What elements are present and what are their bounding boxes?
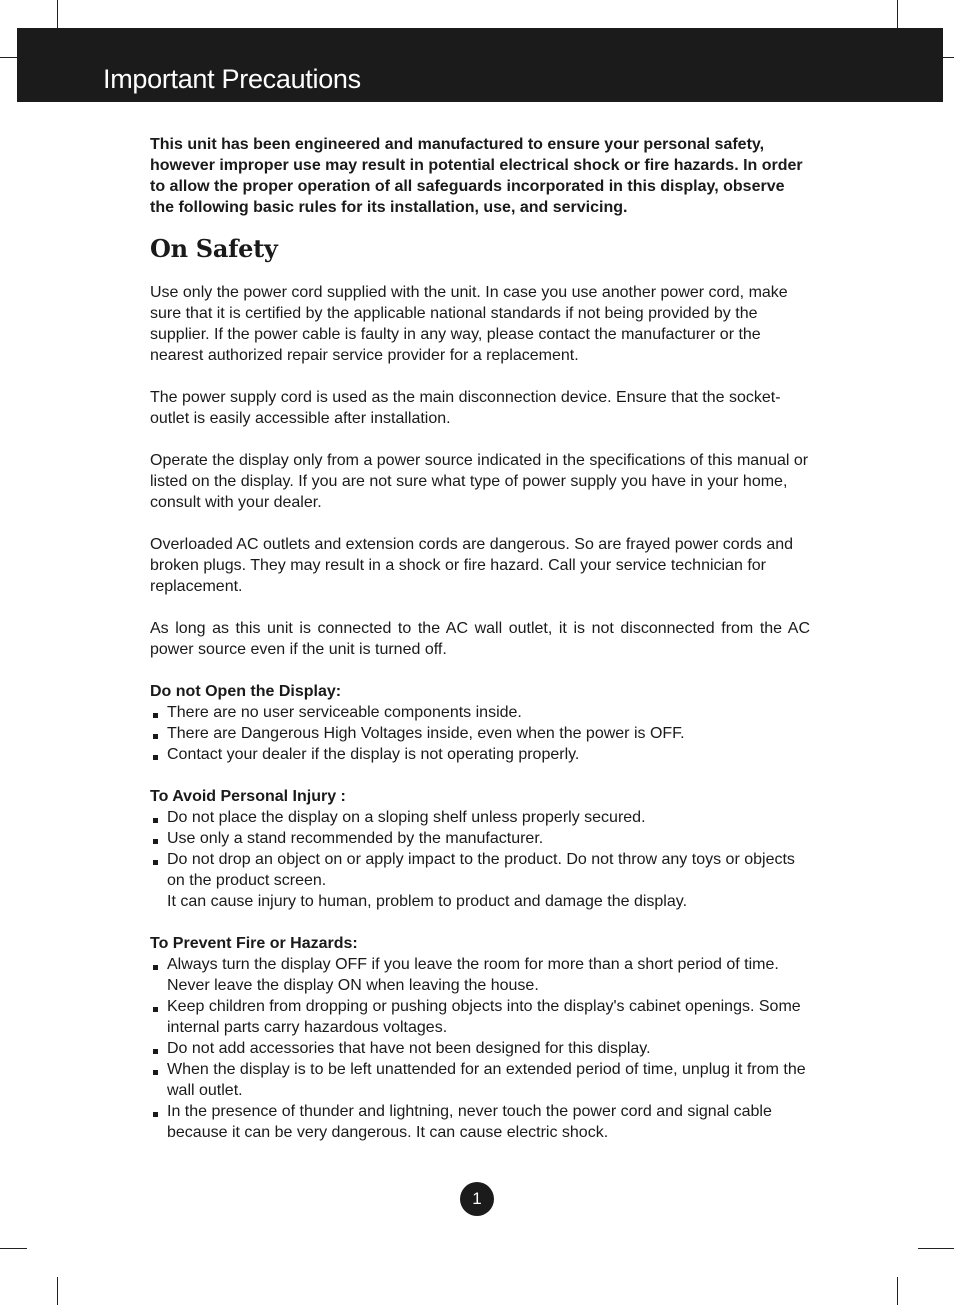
bullet-list <box>150 954 810 1143</box>
crop-mark <box>0 1248 27 1249</box>
crop-mark <box>57 1277 58 1305</box>
page-content <box>150 134 810 1164</box>
crop-mark <box>897 0 898 28</box>
list-item: There are Dangerous High Voltages inside, even when the power is OFF. <box>150 723 810 744</box>
bullet-list <box>150 702 810 765</box>
list-item: Always turn the display OFF if you leave the room for more than a short period of time. Never leave the display ON when leaving the house. <box>150 954 810 996</box>
list-heading: Do not Open the Display: <box>150 683 342 700</box>
safety-paragraph: Operate the display only from a power source indicated in the specifications of this manual or listed on the display. If you are not sure what type of power supply you have in your home, consult with your dealer. <box>150 452 809 511</box>
safety-paragraph: As long as this unit is connected to the AC wall outlet, it is not disconnected from the AC power source even if the unit is turned off. <box>150 620 810 658</box>
list-item: Do not add accessories that have not been designed for this display. <box>150 1038 810 1059</box>
list-item: When the display is to be left unattended for an extended period of time, unplug it from the wall outlet. <box>150 1059 810 1101</box>
list-item: Use only a stand recommended by the manufacturer. <box>150 828 810 849</box>
intro-paragraph: This unit has been engineered and manufactured to ensure your personal safety, however improper use may result in potential electrical shock or fire hazards. In order to allow the proper operation of all safeguards incorporated in this display, observe the following basic rules for its installation, use, and servicing. <box>150 136 803 216</box>
list-item: There are no user serviceable components inside. <box>150 702 810 723</box>
crop-mark <box>57 0 58 28</box>
list-item: Do not drop an object on or apply impact to the product. Do not throw any toys or objects on the product screen. It can cause injury to human, problem to product and damage the display. <box>150 849 810 912</box>
crop-mark <box>943 57 954 58</box>
page-title: Important Precautions <box>103 64 361 94</box>
crop-mark <box>897 1277 898 1305</box>
list-item: Contact your dealer if the display is not operating properly. <box>150 744 810 765</box>
bullet-list <box>150 807 810 912</box>
safety-paragraph: Overloaded AC outlets and extension cords are dangerous. So are frayed power cords and broken plugs. They may result in a shock or fire hazard. Call your service technician for replacement. <box>150 536 794 595</box>
header-bar <box>17 28 943 102</box>
list-item: In the presence of thunder and lightning, never touch the power cord and signal cable because it can be very dangerous. It can cause electric shock. <box>150 1101 810 1143</box>
safety-paragraph: Use only the power cord supplied with the unit. In case you use another power cord, make sure that it is certified by the applicable national standards if not being provided by the supplier. If the power cable is faulty in any way, please contact the manufacturer or the nearest authorized repair service provider for a replacement. <box>150 284 788 364</box>
section-title: On Safety <box>150 234 278 263</box>
page-number: 1 <box>460 1182 494 1216</box>
list-heading: To Avoid Personal Injury : <box>150 788 346 805</box>
safety-paragraph: The power supply cord is used as the main disconnection device. Ensure that the socket-outlet is easily accessible after installation. <box>150 389 781 427</box>
list-item: Do not place the display on a sloping shelf unless properly secured. <box>150 807 810 828</box>
list-heading: To Prevent Fire or Hazards: <box>150 935 358 952</box>
crop-mark <box>918 1248 954 1249</box>
crop-mark <box>0 57 17 58</box>
list-item: Keep children from dropping or pushing objects into the display's cabinet openings. Some internal parts carry hazardous voltages. <box>150 996 810 1038</box>
